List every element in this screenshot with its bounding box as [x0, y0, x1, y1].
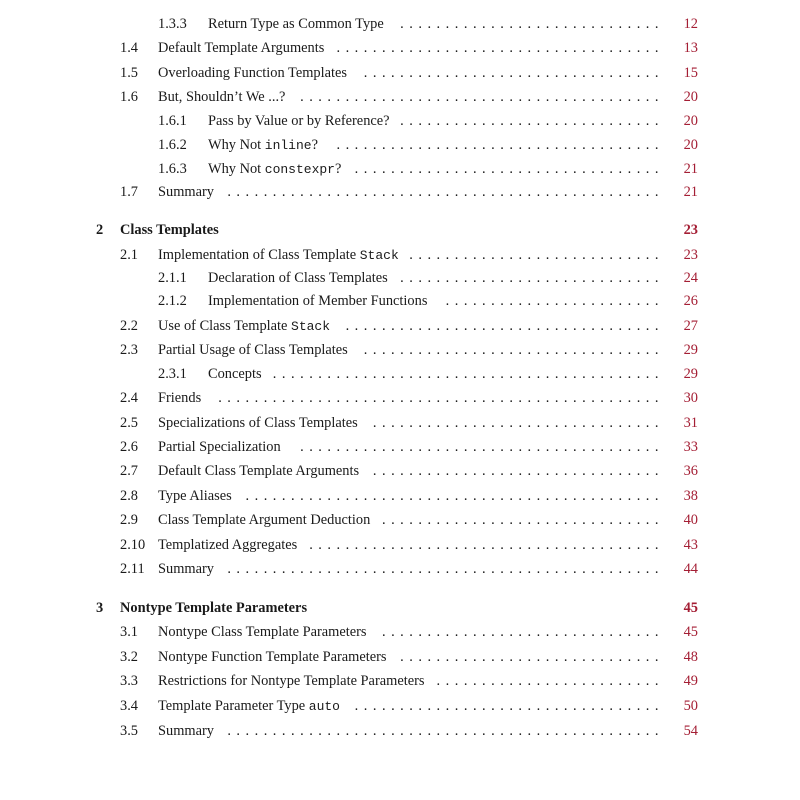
toc-entry[interactable]	[0, 61, 800, 85]
toc-leader-dots: ................................	[372, 415, 664, 431]
toc-entry-number: 3.3	[120, 673, 138, 689]
toc-leader-dots: .......................................	[309, 537, 664, 553]
toc-entry-title	[158, 669, 424, 693]
toc-leader-dots: ....................................	[336, 40, 664, 56]
toc-entry-number: 3.1	[120, 624, 138, 640]
toc-entry[interactable]	[0, 362, 800, 386]
toc-page-number-link[interactable]: 43	[683, 537, 698, 553]
toc-page-number-link[interactable]: 24	[683, 270, 698, 286]
toc-page-number-link[interactable]: 13	[683, 40, 698, 56]
toc-entry-number: 3.4	[120, 698, 138, 714]
toc-entry-code: inline	[264, 138, 312, 153]
toc-page-number-link[interactable]: 20	[683, 113, 698, 129]
toc-leader-dots: ..............................................	[245, 488, 664, 504]
toc-entry[interactable]	[0, 85, 800, 109]
toc-entry-number: 1.6.2	[158, 137, 187, 153]
toc-leader-dots: .............................	[400, 270, 664, 286]
toc-page-number-link[interactable]: 40	[683, 512, 698, 528]
toc-entry-title	[158, 314, 330, 339]
toc-page-number-link[interactable]: 44	[683, 561, 698, 577]
toc-page-number-link[interactable]: 45	[683, 600, 698, 616]
toc-page-number-link[interactable]: 23	[683, 247, 698, 263]
toc-entry-number: 1.3.3	[158, 16, 187, 32]
toc-entry[interactable]	[0, 109, 800, 133]
toc-entry-text: Nontype Template Parameters	[120, 600, 308, 616]
toc-entry-number: 2.8	[120, 488, 138, 504]
toc-leader-dots: ................................................	[227, 561, 664, 577]
toc-entry-title	[158, 386, 201, 410]
toc-entry-title	[158, 620, 367, 644]
toc-entry-number: 2.11	[120, 561, 145, 577]
toc-leader-dots: .............................	[400, 113, 664, 129]
toc-entry-text: Class Templates	[120, 222, 219, 238]
toc-leader-dots: .............................	[400, 649, 664, 665]
toc-entry-text: Summary	[158, 561, 214, 577]
toc-entry-number: 2.3.1	[158, 366, 187, 382]
toc-entry-number: 2.7	[120, 463, 138, 479]
toc-leader-dots: ....................................	[336, 137, 664, 153]
toc-entry-text: Summary	[158, 184, 214, 200]
toc-entry-title	[208, 289, 427, 313]
toc-leader-dots: ................................	[372, 463, 664, 479]
toc-entry-code: auto	[308, 699, 340, 714]
toc-entry-text: Friends	[158, 390, 202, 406]
toc-entry-title	[120, 218, 219, 242]
toc-entry-title	[158, 533, 297, 557]
toc-entry-title	[158, 338, 348, 362]
toc-entry[interactable]	[0, 669, 800, 693]
toc-page-number-link[interactable]: 20	[683, 89, 698, 105]
toc-page-number-link[interactable]: 15	[683, 65, 698, 81]
toc-entry-title	[208, 12, 384, 36]
toc-page-number-link[interactable]: 20	[683, 137, 698, 153]
toc-leader-dots: ........................	[445, 293, 664, 309]
toc-entry-title	[158, 36, 324, 60]
toc-entry-text: Pass by Value or by Reference?	[208, 113, 390, 129]
toc-entry-number: 1.6.3	[158, 161, 187, 177]
toc-entry[interactable]	[0, 620, 800, 644]
toc-entry-text: Implementation of Class Template	[158, 247, 360, 263]
toc-entry-title	[158, 459, 359, 483]
toc-page-number-link[interactable]: 21	[683, 161, 698, 177]
toc-page-number-link[interactable]: 54	[683, 723, 698, 739]
toc-entry-text: Class Template Argument Deduction	[158, 512, 371, 528]
toc-entry[interactable]	[0, 133, 800, 157]
toc-entry-code: Stack	[291, 319, 331, 334]
toc-leader-dots: ..................................	[354, 161, 664, 177]
toc-leader-dots: ........................................	[300, 89, 664, 105]
toc-leader-dots: ...........................................	[272, 366, 664, 382]
toc-leader-dots: ............................	[409, 247, 664, 263]
toc-entry-title	[158, 645, 387, 669]
toc-entry-text: Declaration of Class Templates	[208, 270, 388, 286]
toc-page-number-link[interactable]: 12	[683, 16, 698, 32]
toc-entry-number: 2.10	[120, 537, 146, 553]
toc-entry-text: Restrictions for Nontype Template Parameters	[158, 673, 425, 689]
toc-entry-text: Template Parameter Type	[158, 698, 309, 714]
toc-entry-text: Type Aliases	[158, 488, 232, 504]
toc-entry-title	[158, 85, 285, 109]
toc-entry-number: 2.9	[120, 512, 138, 528]
toc-entry-number: 2.5	[120, 415, 138, 431]
toc-entry-text: Why Not	[208, 161, 265, 177]
toc-chapter-entry[interactable]	[0, 218, 800, 242]
toc-page-number-link[interactable]: 48	[683, 649, 698, 665]
toc-entry-text: Partial Specialization	[158, 439, 281, 455]
toc-entry[interactable]	[0, 12, 800, 36]
toc-entry-text: Nontype Class Template Parameters	[158, 624, 367, 640]
toc-entry-number: 1.6	[120, 89, 138, 105]
toc-entry-title	[208, 157, 341, 182]
toc-page-number-link[interactable]: 30	[683, 390, 698, 406]
toc-entry-number: 2.1	[120, 247, 138, 263]
toc-entry-code: constexpr	[264, 162, 335, 177]
toc-entry-number: 2	[96, 222, 104, 238]
toc-entry[interactable]	[0, 645, 800, 669]
toc-entry-title	[158, 61, 347, 85]
toc-leader-dots: ................................................	[227, 723, 664, 739]
toc-leader-dots: ...............................	[381, 624, 664, 640]
toc-entry[interactable]	[0, 484, 800, 508]
toc-leader-dots: ................................................	[227, 184, 664, 200]
toc-entry-number: 1.5	[120, 65, 138, 81]
toc-entry[interactable]	[0, 36, 800, 60]
toc-entry-title	[158, 557, 214, 581]
toc-page-number-link[interactable]: 50	[683, 698, 698, 714]
toc-entry-number: 1.4	[120, 40, 138, 56]
toc-entry-number: 1.7	[120, 184, 138, 200]
toc-entry-text: Partial Usage of Class Templates	[158, 342, 348, 358]
toc-page-number-link[interactable]: 31	[683, 415, 698, 431]
toc-entry-title	[208, 266, 388, 290]
toc-page-number-link[interactable]: 36	[683, 463, 698, 479]
toc-entry-text: Default Template Arguments	[158, 40, 325, 56]
toc-entry-title	[208, 109, 390, 133]
toc-entry[interactable]	[0, 266, 800, 290]
toc-entry[interactable]	[0, 338, 800, 362]
toc-entry-number: 3.5	[120, 723, 138, 739]
toc-entry-title	[208, 133, 318, 158]
toc-leader-dots: .................................	[363, 65, 664, 81]
toc-page-number-link[interactable]: 45	[683, 624, 698, 640]
toc-page-number-link[interactable]: 27	[683, 318, 698, 334]
toc-entry-title	[120, 596, 307, 620]
toc-entry-number: 2.6	[120, 439, 138, 455]
toc-entry-number: 1.6.1	[158, 113, 187, 129]
toc-entry-text: Why Not	[208, 137, 265, 153]
toc-page-number-link[interactable]: 38	[683, 488, 698, 504]
toc-entry[interactable]	[0, 533, 800, 557]
toc-page-number-link[interactable]: 29	[683, 342, 698, 358]
toc-leader-dots: .................................................	[218, 390, 664, 406]
toc-entry-title	[158, 180, 214, 204]
toc-chapter-entry[interactable]	[0, 596, 800, 620]
toc-leader-dots: ...................................	[345, 318, 664, 334]
toc-entry-title	[208, 362, 262, 386]
toc-page-number-link[interactable]: 49	[683, 673, 698, 689]
toc-page-number-link[interactable]: 29	[683, 366, 698, 382]
toc-entry-title	[158, 508, 370, 532]
toc-entry[interactable]	[0, 289, 800, 313]
toc-leader-dots: .........................	[436, 673, 664, 689]
toc-entry[interactable]	[0, 386, 800, 410]
toc-entry[interactable]	[0, 411, 800, 435]
toc-entry[interactable]	[0, 243, 800, 267]
toc-entry[interactable]	[0, 719, 800, 743]
toc-entry[interactable]	[0, 694, 800, 718]
toc-entry[interactable]	[0, 557, 800, 581]
toc-leader-dots: .............................	[400, 16, 664, 32]
toc-entry-title	[158, 243, 399, 268]
toc-entry[interactable]	[0, 435, 800, 459]
toc-entry-text: Overloading Function Templates	[158, 65, 347, 81]
toc-entry-text: Implementation of Member Functions	[208, 293, 428, 309]
toc-entry[interactable]	[0, 157, 800, 181]
toc-entry-text: Return Type as Common Type	[208, 16, 384, 32]
toc-leader-dots: ...............................	[381, 512, 664, 528]
toc-entry-number: 2.3	[120, 342, 138, 358]
toc-page-number-link[interactable]: 21	[683, 184, 698, 200]
toc-entry-text: Default Class Template Arguments	[158, 463, 360, 479]
toc-entry-text: Summary	[158, 723, 214, 739]
toc-entry-number: 3	[96, 600, 104, 616]
toc-entry-text: Concepts	[208, 366, 262, 382]
toc-entry-text: Use of Class Template	[158, 318, 292, 334]
toc-page-number-link[interactable]: 26	[683, 293, 698, 309]
toc-entry-code: Stack	[359, 248, 399, 263]
toc-page-number-link[interactable]: 23	[683, 222, 698, 238]
toc-entry[interactable]	[0, 180, 800, 204]
toc-entry-text: Templatized Aggregates	[158, 537, 298, 553]
toc-entry-text: Nontype Function Template Parameters	[158, 649, 387, 665]
toc-leader-dots: ........................................	[300, 439, 664, 455]
toc-leader-dots: ..................................	[354, 698, 664, 714]
toc-entry-text: ?	[334, 161, 342, 177]
toc-entry-title	[158, 719, 214, 743]
toc-entry-text: ?	[311, 137, 318, 153]
toc-entry-number: 2.1.2	[158, 293, 187, 309]
toc-entry[interactable]	[0, 314, 800, 338]
toc-entry[interactable]	[0, 459, 800, 483]
toc-entry-number: 2.1.1	[158, 270, 187, 286]
toc-entry-title	[158, 694, 340, 719]
toc-entry-title	[158, 411, 358, 435]
toc-leader-dots: .................................	[363, 342, 664, 358]
toc-entry-text: But, Shouldn’t We ...?	[158, 89, 286, 105]
toc-entry-text: Specializations of Class Templates	[158, 415, 358, 431]
toc-entry[interactable]	[0, 508, 800, 532]
toc-entry-number: 3.2	[120, 649, 138, 665]
toc-entry-number: 2.2	[120, 318, 138, 334]
toc-entry-title	[158, 435, 281, 459]
toc-entry-number: 2.4	[120, 390, 138, 406]
toc-entry-title	[158, 484, 232, 508]
toc-page-number-link[interactable]: 33	[683, 439, 698, 455]
